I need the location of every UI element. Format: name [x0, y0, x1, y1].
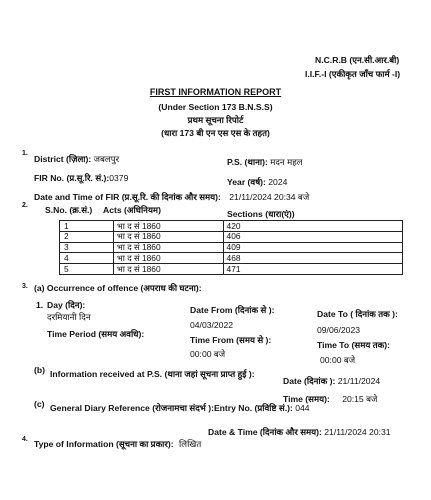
row-act: भा द सं 1860 [113, 253, 223, 264]
row-act: भा द सं 1860 [113, 221, 223, 232]
row-act: भा द सं 1860 [113, 242, 223, 253]
occurrence-label: (a) Occurrence of offence (अपराध की घटना): [34, 283, 202, 293]
time-to-label: Time To (समय तक): [317, 340, 390, 350]
info-date-value: 21/11/2024 [337, 376, 381, 386]
item3c-number: (c) [34, 399, 45, 409]
row-sno: 4 [60, 253, 114, 264]
info-time-label: Time (समय): [283, 394, 330, 404]
gd-reference-row [50, 404, 310, 413]
info-type-label: Type of Information (सूचना का प्रकार): [34, 439, 174, 449]
fir-label: FIR No. (प्र.सू.रि. सं.): [34, 173, 110, 183]
row-sno: 2 [60, 231, 114, 242]
col-sno-header: S.No. (क्र.सं.) [45, 205, 93, 215]
time-from-label: Time From (समय से ): [190, 335, 272, 345]
day-value: दरमियानी दिन [47, 312, 91, 322]
report-section: (Under Section 173 B.N.S.S) [158, 102, 273, 112]
row-act: भा द सं 1860 [113, 264, 223, 275]
row-sno: 5 [60, 264, 114, 275]
ncrb-header: N.C.R.B (एन.सी.आर.बी) [315, 55, 400, 65]
info-received-label: Information received at P.S. (थाना जहां सूचना प्राप्त हुई ): [50, 369, 255, 379]
item1-number: 1. [22, 150, 28, 157]
fir-row [34, 174, 128, 183]
item2-number: 2. [22, 202, 28, 209]
row-section: 471 [223, 264, 402, 275]
info-date-row [283, 377, 380, 386]
row-section: 468 [223, 253, 402, 264]
date-from-label: Date From (दिनांक से ): [190, 305, 275, 315]
gd-entry-label: Entry No. (प्रविष्टि सं.): [213, 403, 293, 413]
fir-value: 0379 [109, 173, 129, 183]
time-from-value: 00:00 बजे [190, 349, 226, 359]
table-row [60, 242, 403, 253]
info-time-value: 20:15 बजे [342, 394, 378, 404]
item3b-number: (b) [34, 365, 45, 375]
row-act: भा द सं 1860 [113, 231, 223, 242]
table-row [60, 221, 403, 232]
district-value: जबलपुर [93, 154, 120, 164]
day-label: Day (दिन): [47, 300, 86, 310]
report-title-hindi: प्रथम सूचना रिपोर्ट [187, 115, 244, 125]
ps-row [227, 158, 303, 167]
row-section: 406 [223, 231, 402, 242]
fir-datetime-label: Date and Time of FIR (प्र.सू.रि. की दिनांक और समय): [34, 192, 221, 202]
info-type-row [34, 440, 201, 449]
col-acts-header: Acts (अधिनियम) [103, 205, 161, 215]
info-type-value: लिखित [179, 439, 202, 449]
time-to-value: 00:00 बजे [320, 355, 356, 365]
gd-datetime-value: 21/11/2024 20:31 [324, 427, 391, 437]
item4-number: 4. [22, 436, 28, 443]
district-label: District (ज़िला): [34, 154, 92, 164]
iif-header: I.I.F.-I (एकीकृत जाँच फार्म -I) [305, 69, 401, 79]
year-row [227, 178, 287, 187]
row-sno: 3 [60, 242, 114, 253]
row-section: 409 [223, 242, 402, 253]
report-section-hindi: (धारा 173 बी एन एस एस के तहत) [161, 128, 270, 138]
year-value: 2024 [268, 177, 288, 187]
table-row [60, 231, 403, 242]
time-period-label: Time Period (समय अवधि): [47, 329, 145, 339]
gd-datetime-row [208, 428, 391, 437]
gd-datetime-label: Date & Time (दिनांक और समय): [208, 427, 322, 437]
ps-value: मदन महल [270, 157, 303, 167]
date-to-value: 09/06/2023 [317, 325, 361, 335]
table-row [60, 264, 403, 275]
fir-datetime-row [34, 193, 309, 202]
row-sno: 1 [60, 221, 114, 232]
gd-entry-value: 044 [295, 403, 310, 413]
col-sections-header: Sections (धारा(एं)) [227, 209, 295, 219]
row-section: 420 [223, 221, 402, 232]
fir-datetime-value: 21/11/2024 20:34 बजे [229, 192, 310, 202]
date-from-value: 04/03/2022 [190, 320, 234, 330]
ps-label: P.S. (थाना): [227, 157, 268, 167]
table-row [60, 253, 403, 264]
district-row [34, 155, 119, 164]
gd-reference-label: General Diary Reference (रोजनामचा संदर्भ ): [50, 403, 214, 413]
date-to-label: Date To ( दिनांक तक ): [317, 309, 398, 319]
report-title: FIRST INFORMATION REPORT [149, 87, 282, 97]
day-number: 1. [36, 300, 44, 310]
item3-number: 3. [22, 283, 28, 290]
acts-table [59, 220, 403, 275]
info-date-label: Date (दिनांक ): [283, 376, 336, 386]
year-label: Year (वर्ष): [227, 177, 266, 187]
